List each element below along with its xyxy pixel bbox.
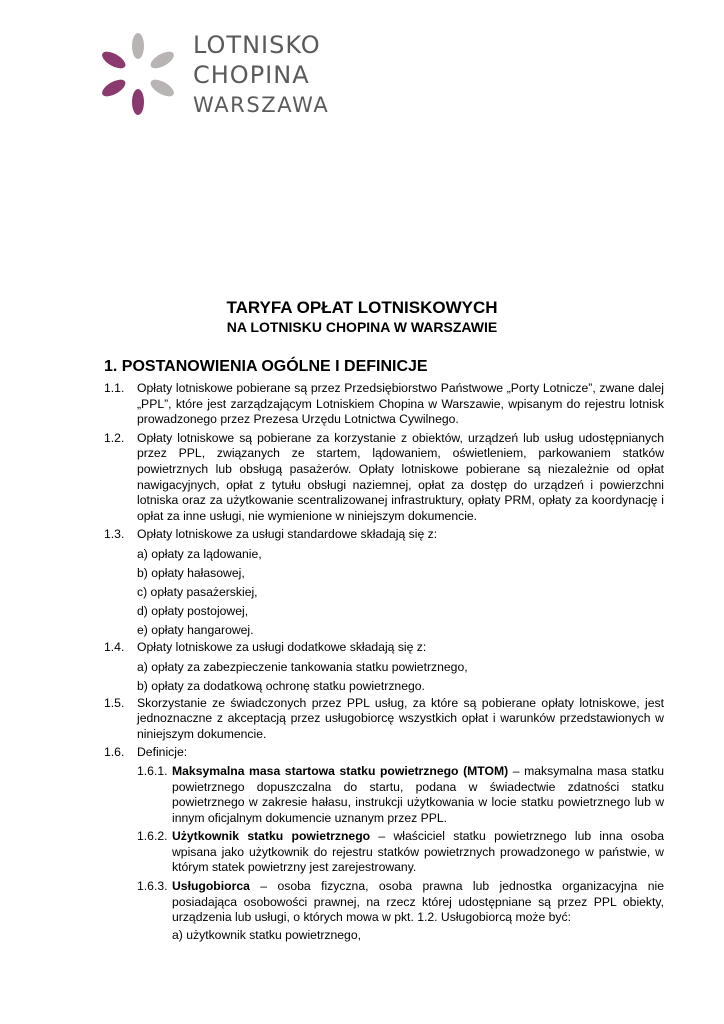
definition-text: – właściciel statku powietrznego lub inna osoba wpisana jako użytkownik do rejestru statków powietrznych prowadzonego w państwie, w którym statek powietrzny jest zarejestrowany. bbox=[172, 829, 664, 875]
paragraph-number: 1.5. bbox=[104, 695, 125, 710]
paragraph-text: Opłaty lotniskowe są pobierane za korzystanie z obiektów, urządzeń lub usług udostępnianych przez PPL, związanych ze startem, lądowaniem, oświetleniem, parkowaniem statków powietrznych lub obsługą pasażerów. Opłaty lotniskowe pobierane są niezależnie od opłat nawigacyjnych, opłat z tytułu obsługi naziemnej, opłat za dostęp do urządzeń i powierzchni lotniska oraz za użytkowanie scentralizowanej infrastruktury, opłaty PRM, opłaty za koordynację i opłat za inne usługi, nie wymienione w niniejszym dokumencie. bbox=[137, 430, 664, 523]
definition-term: Usługobiorca bbox=[172, 879, 250, 894]
logo-line-1: LOTNISKO bbox=[193, 31, 321, 59]
definition-1-6-1 bbox=[104, 764, 664, 826]
definition-number: 1.6.1. bbox=[137, 763, 168, 778]
paragraph-number: 1.6. bbox=[104, 745, 125, 760]
logo-wordmark bbox=[193, 30, 329, 120]
logo-line-3: WARSZAWA bbox=[193, 93, 330, 117]
paragraph-1-6 bbox=[104, 745, 664, 761]
logo-petal-top bbox=[132, 33, 144, 59]
document-title: TARYFA OPŁAT LOTNISKOWYCH bbox=[226, 298, 498, 317]
paragraph-text: Skorzystanie ze świadczonych przez PPL usług, za które są pobierane opłaty lotniskowe, jest jednoznaczne z akceptacją przez usługobiorcę wszystkich opłat i warunków przedstawionych w niniejszym dokumencie. bbox=[137, 695, 664, 741]
list-item: b) opłaty hałasowej, bbox=[137, 565, 245, 580]
paragraph-number: 1.2. bbox=[104, 430, 125, 445]
additional-fees-list bbox=[104, 658, 664, 696]
list-item: c) opłaty pasażerskiej, bbox=[137, 584, 258, 599]
document-body bbox=[104, 381, 664, 943]
list-item: d) opłaty postojowej, bbox=[137, 603, 249, 618]
list-item: a) opłaty za lądowanie, bbox=[137, 546, 262, 561]
logo-petal-bottom bbox=[132, 89, 144, 115]
definition-term: Maksymalna masa startowa statku powietrznego (MTOM) bbox=[172, 763, 509, 778]
logo-petals bbox=[100, 33, 177, 115]
logo-petal-top-right bbox=[148, 48, 177, 71]
paragraph-number: 1.1. bbox=[104, 381, 125, 395]
logo-line-2: CHOPINA bbox=[193, 61, 310, 89]
logo-petal-top-left bbox=[100, 48, 128, 71]
paragraph-1-2 bbox=[104, 431, 664, 525]
paragraph-1-3 bbox=[104, 527, 664, 543]
paragraph-1-1 bbox=[104, 381, 664, 428]
airport-logo-icon bbox=[100, 28, 180, 120]
document-subtitle: NA LOTNISKU CHOPINA W WARSZAWIE bbox=[226, 319, 498, 335]
definition-number: 1.6.2. bbox=[137, 829, 168, 844]
paragraph-text: Opłaty lotniskowe za usługi dodatkowe składają się z: bbox=[137, 639, 427, 654]
list-item: a) użytkownik statku powietrznego, bbox=[172, 927, 361, 942]
logo-petal-bottom-right bbox=[148, 76, 177, 99]
paragraph-text: Opłaty lotniskowe za usługi standardowe składają się z: bbox=[137, 527, 438, 542]
definition-text: – maksymalna masa statku powietrznego dopuszczalna do startu, podana w świadectwie zdatności statku powietrznego w zakresie hałasu, instrukcji użytkowania w locie statku powietrznego lub w innym oficjalnym dokumencie uznanym przez PPL. bbox=[172, 763, 664, 825]
definition-1-6-2 bbox=[104, 829, 664, 876]
definition-number: 1.6.3. bbox=[137, 879, 168, 894]
definition-1-6-3 bbox=[104, 879, 664, 926]
logo-petal-bottom-left bbox=[100, 76, 128, 99]
paragraph-number: 1.4. bbox=[104, 639, 125, 654]
logo-plane-icon bbox=[130, 70, 148, 88]
paragraph-number: 1.3. bbox=[104, 527, 125, 542]
paragraph-text: Opłaty lotniskowe pobierane są przez Przedsiębiorstwo Państwowe „Porty Lotnicze”, zwane dalej „PPL”, które jest zarządzającym Lotniskiem Chopina w Warszawie, wpisanym do rejestru lotnisk prowadzonego przez Prezesa Urzędu Lotnictwa Cywilnego. bbox=[137, 381, 664, 427]
paragraph-text: Definicje: bbox=[137, 745, 188, 760]
paragraph-1-5 bbox=[104, 696, 664, 743]
section-heading: 1. POSTANOWIENIA OGÓLNE I DEFINICJE bbox=[104, 358, 428, 375]
list-item: b) opłaty za dodatkową ochronę statku powietrznego. bbox=[137, 678, 425, 693]
list-item: a) opłaty za zabezpieczenie tankowania statku powietrznego, bbox=[137, 659, 468, 674]
standard-fees-list bbox=[104, 545, 664, 640]
list-item: e) opłaty hangarowej. bbox=[137, 622, 254, 637]
paragraph-1-4 bbox=[104, 640, 664, 656]
definition-text: – osoba fizyczna, osoba prawna lub jednostka organizacyjna nie posiadająca osobowości prawnej, na rzecz której udostępniane są przez PPL obiekty, urządzenia lub usługi, o których mowa w pkt. 1.2. Usługobiorcą może być: bbox=[172, 879, 664, 925]
definition-term: Użytkownik statku powietrznego bbox=[172, 829, 371, 844]
